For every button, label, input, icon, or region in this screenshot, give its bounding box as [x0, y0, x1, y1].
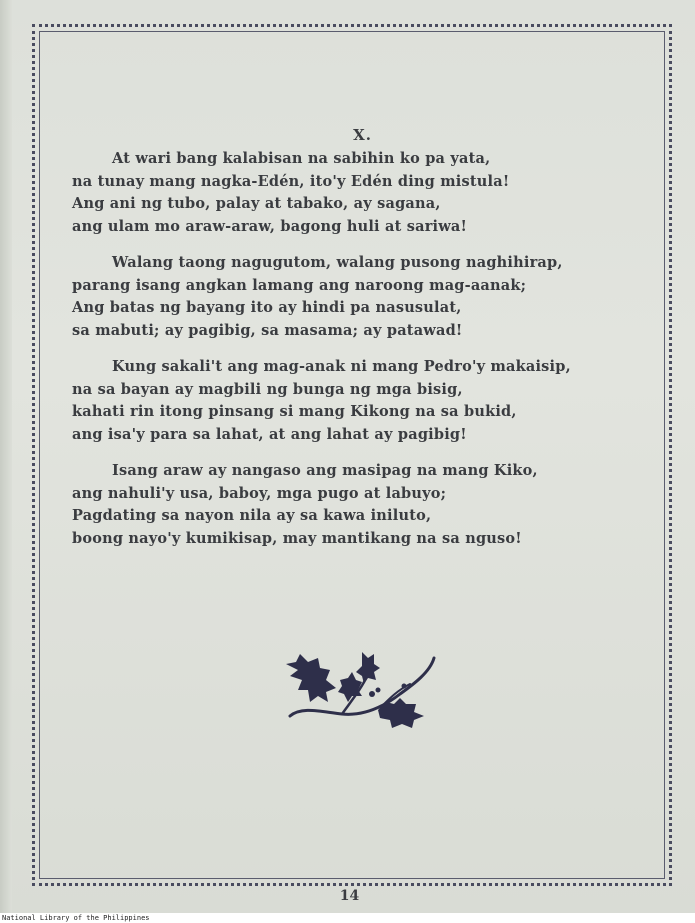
poem-line: kahati rin itong pinsang si mang Kikong na sa bukid,	[72, 403, 517, 420]
poem-line: Isang araw ay nangaso ang masipag na mang Kiko,	[112, 462, 538, 479]
stanza-number: X.	[353, 126, 372, 144]
poem-line: Ang ani ng tubo, palay at tabako, ay sagana,	[72, 195, 441, 212]
poem-line: Ang batas ng bayang ito ay hindi pa nasusulat,	[72, 299, 462, 316]
poem-line: At wari bang kalabisan na sabihin ko pa yata,	[112, 150, 491, 167]
stanza	[72, 356, 632, 446]
poem-line: boong nayo'y kumikisap, may mantikang na sa nguso!	[72, 529, 522, 547]
poem-text	[72, 148, 632, 564]
poem-line: na sa bayan ay magbili ng bunga ng mga bisig,	[72, 380, 463, 398]
credit-line: National Library of the Philippines	[0, 913, 695, 923]
poem-line: Kung sakali't ang mag-anak ni mang Pedro'y makaisip,	[112, 358, 571, 375]
poem-line: ang isa'y para sa lahat, at ang lahat ay pagibig!	[72, 425, 467, 443]
poem-line: ang nahuli'y usa, baboy, mga pugo at labuyo;	[72, 484, 447, 502]
stanza	[72, 148, 632, 238]
poem-line: na tunay mang nagka-Edén, ito'y Edén ding mistula!	[72, 172, 510, 190]
page-number: 14	[339, 888, 360, 904]
stanza	[72, 252, 632, 342]
poem-line: parang isang angkan lamang ang naroong mag-aanak;	[72, 276, 527, 294]
poem-line: ang ulam mo araw-araw, bagong huli at sariwa!	[72, 217, 468, 235]
poem-line: sa mabuti; ay pagibig, sa masama; ay patawad!	[72, 321, 463, 339]
stanza	[72, 460, 632, 550]
poem-line: Walang taong nagugutom, walang pusong naghihirap,	[112, 254, 563, 271]
holly-sprig-icon	[282, 650, 442, 730]
poem-line: Pagdating sa nayon nila ay sa kawa iniluto,	[72, 507, 432, 524]
